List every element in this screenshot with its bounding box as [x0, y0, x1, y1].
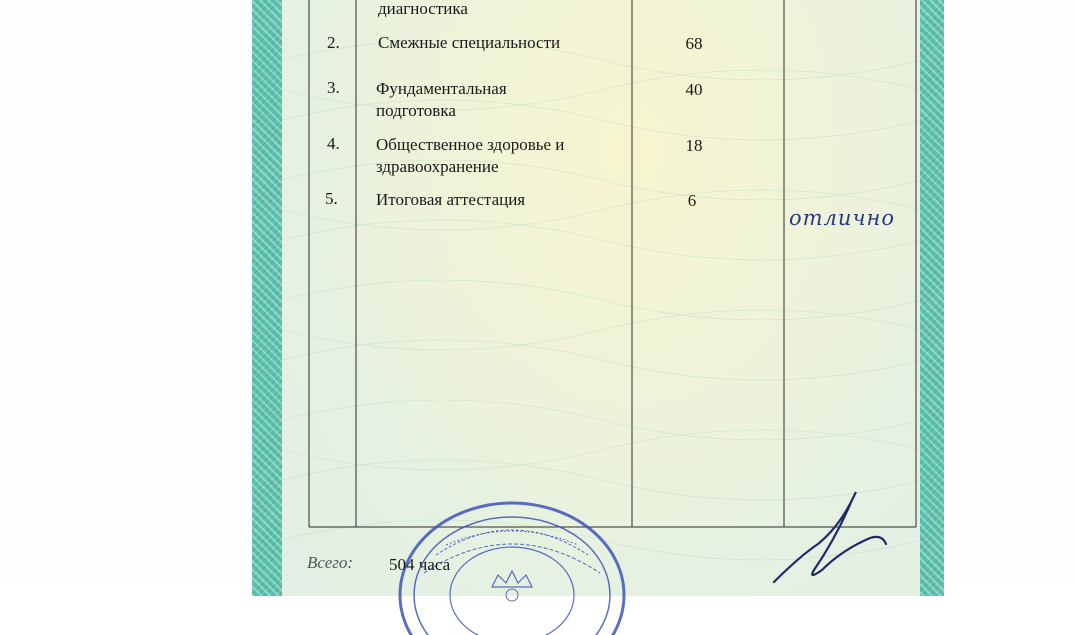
- subject-hours: 40: [685, 80, 703, 99]
- row-number: 2.: [327, 33, 340, 52]
- subject-name: Общественное здоровье и здравоохранение: [376, 135, 565, 176]
- subject-hours: 6: [687, 191, 697, 210]
- row-number: 3.: [327, 78, 340, 97]
- total-value: 504 часа: [389, 555, 451, 574]
- handwritten-grade: отлично: [789, 206, 895, 230]
- row-number: 4.: [327, 134, 340, 153]
- subject-name: Итоговая аттестация: [376, 190, 526, 209]
- subject-name: Фундаментальная подготовка: [376, 79, 507, 120]
- subject-hours: 68: [685, 34, 703, 53]
- row-number: 5.: [325, 189, 338, 208]
- subject-name: диагностика: [378, 0, 468, 18]
- signature: [770, 486, 890, 585]
- total-label: Всего:: [307, 553, 354, 572]
- subject-name: Смежные специальности: [378, 33, 561, 52]
- subject-hours: 18: [685, 136, 703, 155]
